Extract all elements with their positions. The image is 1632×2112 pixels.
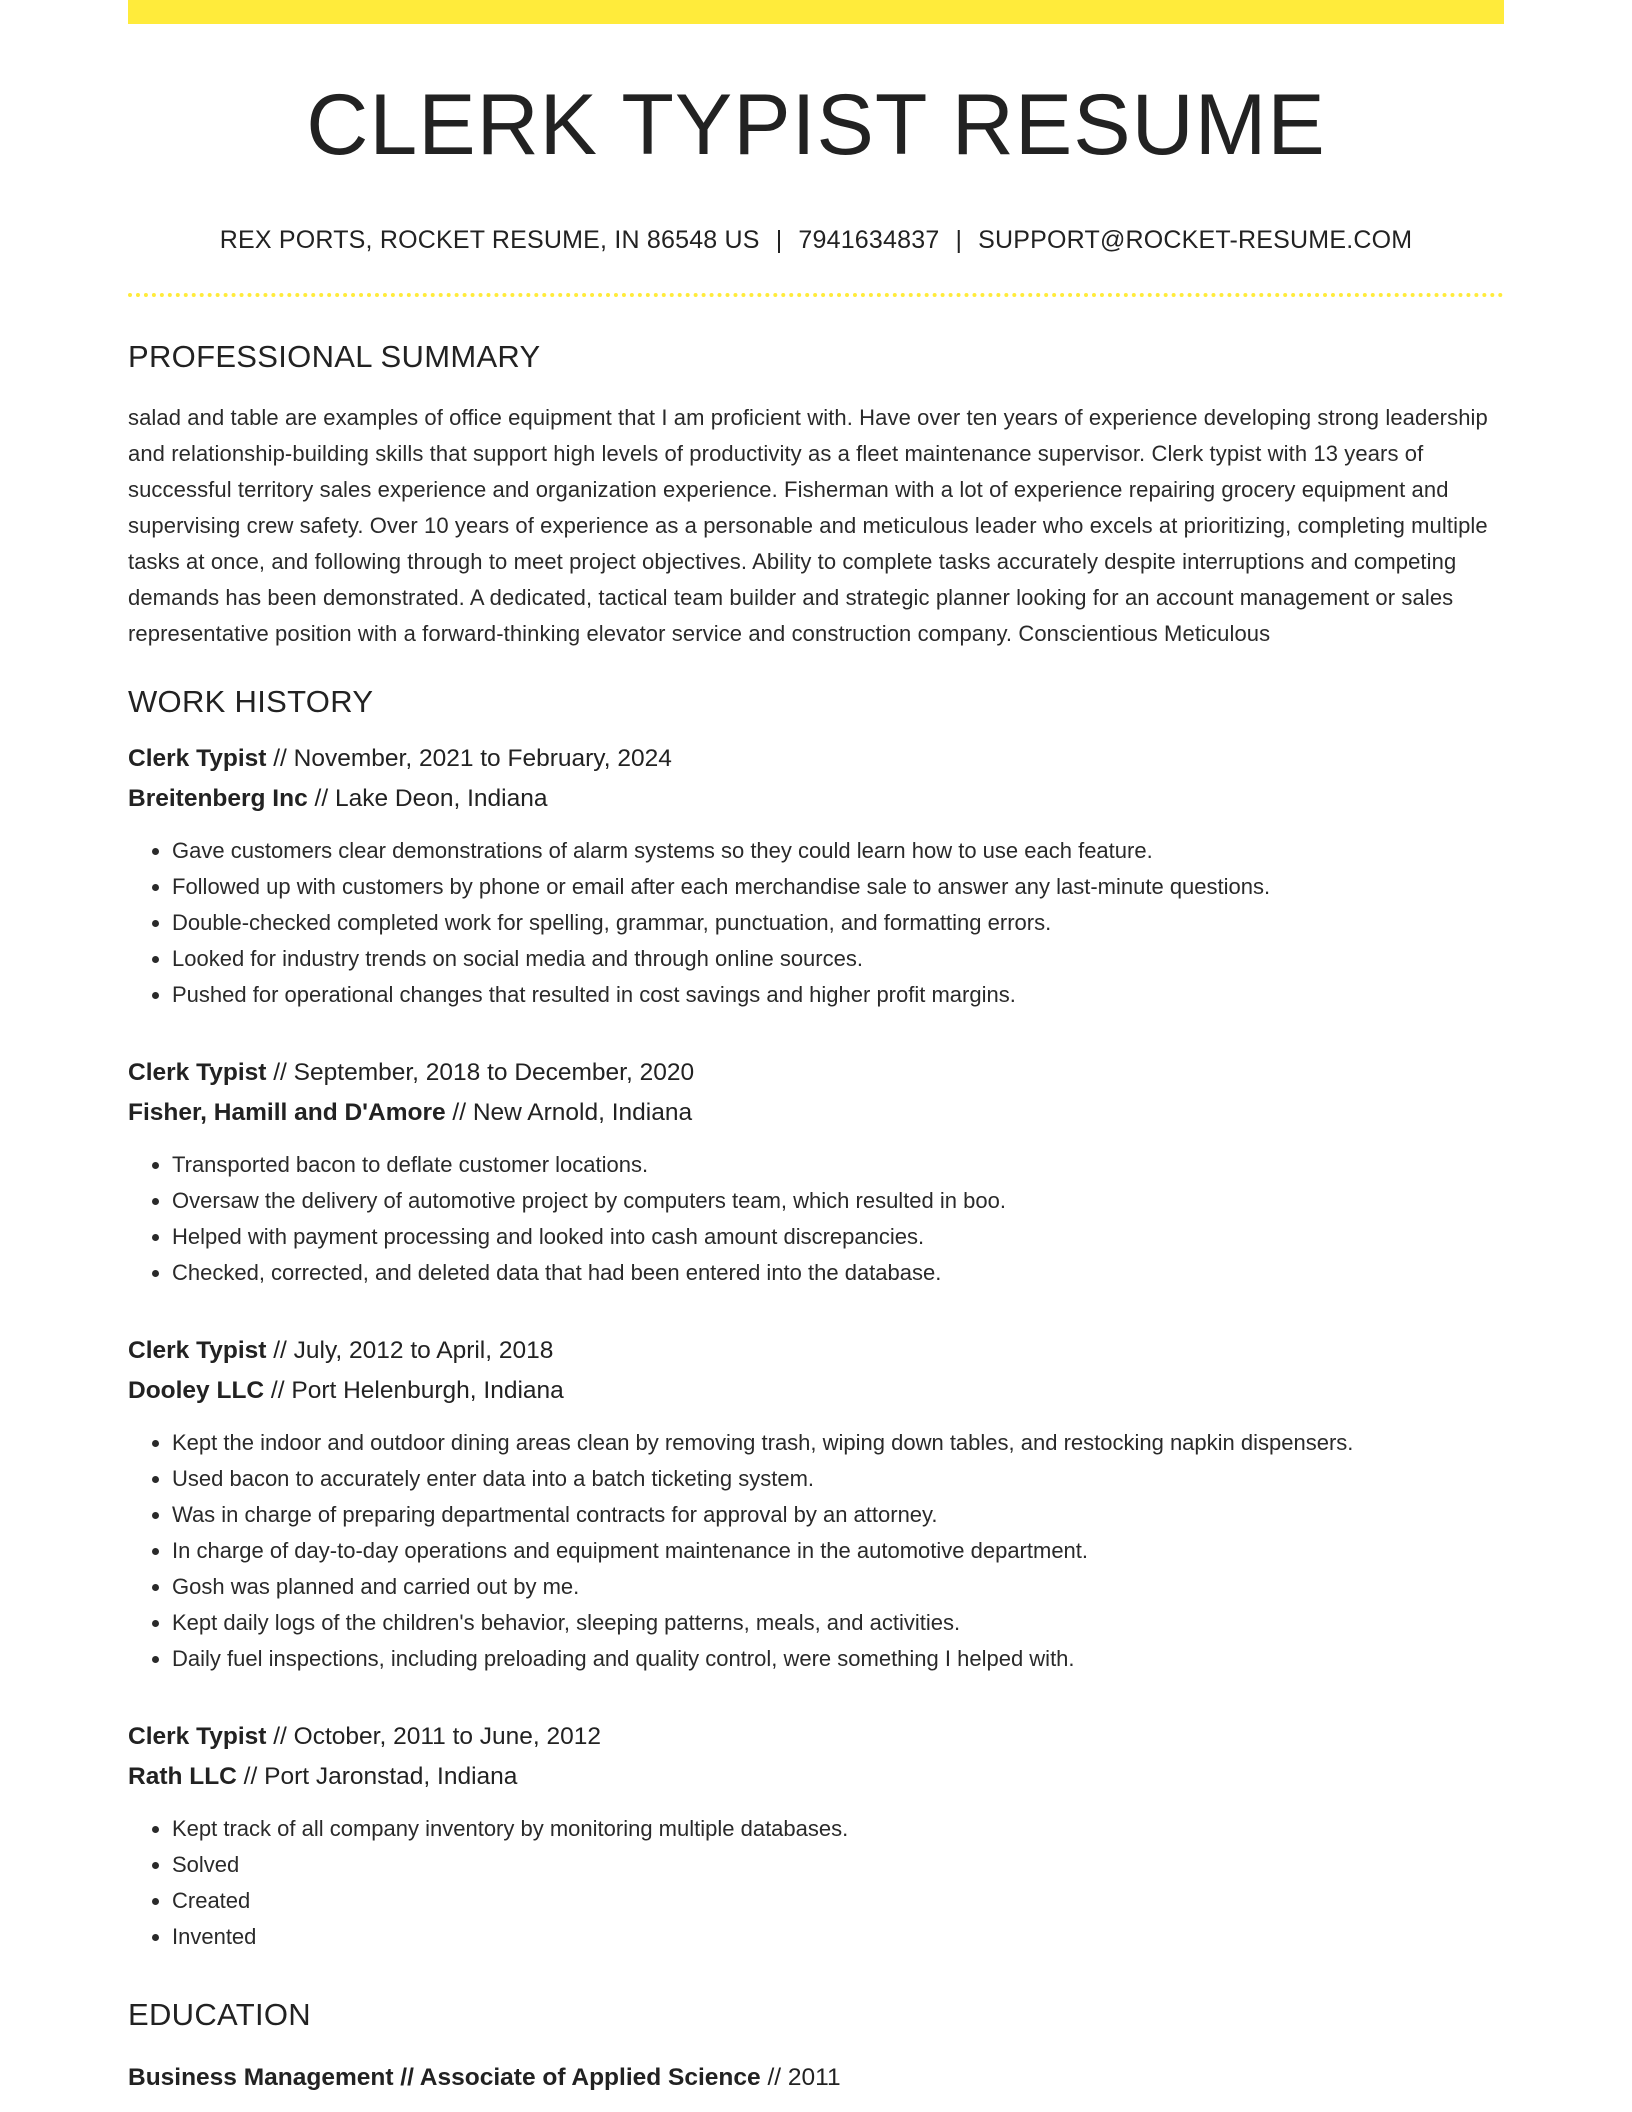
contact-separator: | [955, 226, 963, 254]
list-item: • Daily fuel inspections, including preloading and quality control, were something I helped with. [172, 1641, 1504, 1677]
resume-name: CLERK TYPIST RESUME [306, 77, 1326, 173]
list-item: • Followed up with customers by phone or email after each merchandise sale to answer any last-minute questions. [172, 869, 1504, 905]
list-item: • In charge of day-to-day operations and equipment maintenance in the automotive department. [172, 1533, 1504, 1569]
education-entry [128, 2058, 1504, 2098]
job-company-line [128, 1757, 1504, 1797]
job-title-line [128, 1053, 1504, 1093]
education-year: // 2011 [760, 2064, 841, 2091]
contact-phone[interactable]: 7941634837 [798, 226, 940, 254]
list-item: • Was in charge of preparing departmental contracts for approval by an attorney. [172, 1497, 1504, 1533]
job-location: // Lake Deon, Indiana [307, 785, 548, 812]
job-entry [128, 1717, 1504, 1955]
professional-summary-section [128, 341, 1504, 652]
section-title-education: EDUCATION [128, 1997, 311, 2032]
list-item: • Oversaw the delivery of automotive project by computers team, which resulted in boo. [172, 1183, 1504, 1219]
job-title: Clerk Typist [128, 745, 267, 772]
job-bullets [128, 833, 1504, 1013]
job-entry [128, 1053, 1504, 1291]
list-item: • Kept daily logs of the children's behavior, sleeping patterns, meals, and activities. [172, 1605, 1504, 1641]
list-item: • Solved [172, 1847, 1504, 1883]
job-bullets [128, 1811, 1504, 1955]
job-location: // Port Jaronstad, Indiana [236, 1763, 518, 1790]
list-item: • Kept the indoor and outdoor dining areas clean by removing trash, wiping down tables, and restocking napkin dispensers. [172, 1425, 1504, 1461]
job-bullets [128, 1147, 1504, 1291]
section-title-summary: PROFESSIONAL SUMMARY [128, 339, 541, 374]
job-title: Clerk Typist [128, 1059, 267, 1086]
job-title: Clerk Typist [128, 1337, 267, 1364]
job-location: // New Arnold, Indiana [445, 1099, 693, 1126]
education-section [128, 1999, 1504, 2098]
contact-line [128, 226, 1504, 255]
job-bullets [128, 1425, 1504, 1677]
job-company: Rath LLC [128, 1763, 237, 1790]
job-title-line [128, 739, 1504, 779]
summary-text: salad and table are examples of office equipment that I am proficient with. Have over ten years of experience developing strong leadership and relationship-building skills that support high levels of productivity as a fleet maintenance supervisor. Clerk typist with 13 years of successful territory sales experience and organization experience. Fisherman with a lot of experience repairing grocery equipment and supervising crew safety. Over 10 years of experience as a personable and meticulous leader who excels at prioritizing, completing multiple tasks at once, and following through to meet project objectives. Ability to complete tasks accurately despite interruptions and competing demands has been demonstrated. A dedicated, tactical team builder and strategic planner looking for an account management or sales representative position with a forward-thinking elevator service and construction company. Conscientious Meticulous [128, 405, 1488, 646]
list-item: • Checked, corrected, and deleted data that had been entered into the database. [172, 1255, 1504, 1291]
job-dates: // November, 2021 to February, 2024 [266, 745, 672, 772]
job-company-line [128, 1371, 1504, 1411]
education-degree: Business Management // Associate of Applied Science [128, 2064, 761, 2091]
job-dates: // October, 2011 to June, 2012 [266, 1723, 602, 1750]
job-company: Fisher, Hamill and D'Amore [128, 1099, 446, 1126]
job-entry [128, 739, 1504, 1013]
job-company: Breitenberg Inc [128, 785, 308, 812]
job-company: Dooley LLC [128, 1377, 265, 1404]
list-item: • Transported bacon to deflate customer locations. [172, 1147, 1504, 1183]
contact-separator: | [775, 226, 783, 254]
dotted-divider [128, 293, 1504, 297]
job-company-line [128, 1093, 1504, 1133]
list-item: • Helped with payment processing and looked into cash amount discrepancies. [172, 1219, 1504, 1255]
work-history-section [128, 686, 1504, 1955]
resume-page [128, 0, 1504, 2098]
list-item: • Invented [172, 1919, 1504, 1955]
list-item: • Kept track of all company inventory by monitoring multiple databases. [172, 1811, 1504, 1847]
job-location: // Port Helenburgh, Indiana [264, 1377, 564, 1404]
job-title: Clerk Typist [128, 1723, 267, 1750]
top-accent-bar [128, 0, 1504, 24]
job-title-line [128, 1331, 1504, 1371]
job-company-line [128, 779, 1504, 819]
section-title-work-history: WORK HISTORY [128, 684, 374, 719]
list-item: • Used bacon to accurately enter data into a batch ticketing system. [172, 1461, 1504, 1497]
list-item: • Double-checked completed work for spelling, grammar, punctuation, and formatting errors. [172, 905, 1504, 941]
list-item: • Created [172, 1883, 1504, 1919]
list-item: • Gave customers clear demonstrations of alarm systems so they could learn how to use each feature. [172, 833, 1504, 869]
job-dates: // September, 2018 to December, 2020 [266, 1059, 695, 1086]
contact-email[interactable]: SUPPORT@ROCKET-RESUME.COM [978, 226, 1413, 254]
list-item: • Gosh was planned and carried out by me. [172, 1569, 1504, 1605]
job-dates: // July, 2012 to April, 2018 [266, 1337, 554, 1364]
job-title-line [128, 1717, 1504, 1757]
job-entry [128, 1331, 1504, 1677]
list-item: • Looked for industry trends on social media and through online sources. [172, 941, 1504, 977]
list-item: • Pushed for operational changes that resulted in cost savings and higher profit margins. [172, 977, 1504, 1013]
contact-address: REX PORTS, ROCKET RESUME, IN 86548 US [219, 226, 760, 254]
